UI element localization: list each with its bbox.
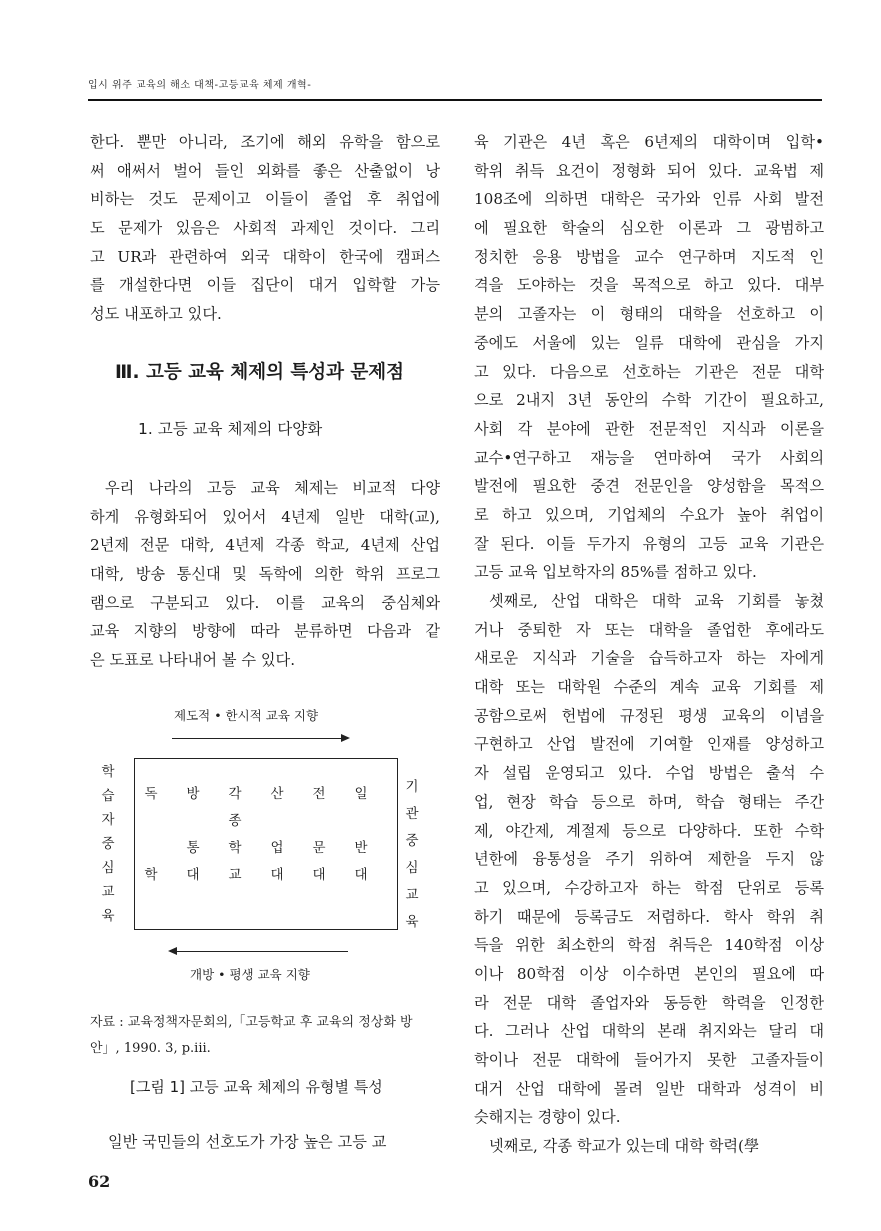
figure-column [183, 781, 203, 889]
text-line: 교육 지향의 방향에 따라 분류하면 다음과 같 [90, 622, 440, 641]
figure-column [309, 781, 329, 889]
figure-cell: 대 [312, 867, 326, 883]
figure-cell [351, 808, 371, 835]
text-line: 육 기관은 4년 혹은 6년제의 대학이며 입학• [474, 133, 824, 151]
text-line: 써 애써서 벌어 들인 외화를 좋은 산출없이 낭 [90, 161, 440, 180]
left-arrow [170, 951, 348, 952]
text-line: 비하는 것도 문제이고 이들이 졸업 후 취업에 [90, 190, 440, 209]
figure-cell [309, 808, 329, 835]
right-column [474, 128, 824, 1161]
text-line: 업, 현장 학습 등으로 하며, 학습 형태는 주간 [474, 792, 824, 811]
text-line: 성도 내포하고 있다. [90, 305, 222, 324]
figure-right-axis [404, 774, 420, 936]
axis-char: 학 [101, 764, 115, 780]
axis-char: 교 [405, 887, 419, 903]
text-line: 고 있다. 다음으로 선호하는 기관은 전문 대학 [474, 362, 824, 381]
text-line: 대거 산업 대학에 몰려 일반 대학과 성격이 비 [474, 1079, 824, 1098]
figure-cell: 반 [354, 840, 368, 856]
text-line: 제, 야간제, 계절제 등으로 다양하다. 또한 수학 [474, 821, 824, 840]
axis-char: 자 [101, 812, 115, 828]
figure-cell [141, 835, 161, 862]
axis-char: 심 [405, 860, 419, 876]
figure-diagram [100, 700, 440, 990]
text-line: 108조에 의하면 대학은 국가와 인류 사회 발전 [474, 190, 824, 209]
text-line: 대학, 방송 통신대 및 독학에 의한 학위 프로그 [90, 565, 440, 584]
axis-char: 육 [405, 914, 419, 930]
text-line: 공함으로써 헌법에 규정된 평생 교육의 이념을 [474, 706, 824, 725]
running-header: 입시 위주 교육의 해소 대책-고등교육 체제 개혁- [88, 80, 312, 91]
text-line: 에 필요한 학술의 심오한 이론과 그 광범하고 [474, 219, 824, 238]
figure-cell: 교 [228, 867, 242, 883]
text-line: 램으로 구분되고 있다. 이를 교육의 중심체와 [90, 593, 440, 612]
text-line: 거나 중퇴한 자 또는 대학을 졸업한 후에라도 [474, 620, 824, 639]
figure-cell: 각 [228, 786, 242, 802]
text-line: 슷해지는 경향이 있다. [474, 1108, 621, 1127]
text-line: 교수•연구하고 재능을 연마하여 국가 사회의 [474, 448, 824, 467]
figure-column [351, 781, 371, 889]
text-line: 셋째로, 산업 대학은 대학 교육 기회를 놓쳤 [489, 592, 824, 610]
left-intro-paragraph [90, 128, 440, 329]
text-line: 년한에 융통성을 주기 위하여 제한을 두지 않 [474, 850, 824, 869]
axis-char: 육 [101, 908, 115, 924]
text-line: 우리 나라의 고등 교육 체제는 비교적 다양 [105, 479, 440, 497]
subsection-heading: 1. 고등 교육 체제의 다양화 [138, 420, 323, 438]
axis-char: 기 [405, 779, 419, 795]
header-rule [88, 99, 822, 101]
figure-top-label: 제도적 • 한시적 교육 지향 [174, 708, 319, 723]
figure-left-axis [100, 760, 116, 928]
section-heading: Ⅲ. 고등 교육 체제의 특성과 문제점 [115, 362, 405, 383]
left-body-paragraph [90, 474, 440, 675]
axis-char: 중 [101, 836, 115, 852]
figure-cell [267, 808, 287, 835]
figure-cell: 종 [228, 813, 242, 829]
text-line: 를 개설한다면 이들 집단이 대거 입학할 가능 [90, 276, 440, 295]
figure-cell [183, 808, 203, 835]
text-line: 득을 위한 최소한의 학점 취득은 140학점 이상 [474, 936, 824, 955]
figure-cell: 문 [312, 840, 326, 856]
figure-cell: 학 [144, 867, 158, 883]
text-line: 으로 2내지 3년 동안의 수학 기간이 필요하고, [474, 391, 824, 410]
figure-cell: 방 [186, 786, 200, 802]
axis-char: 관 [405, 806, 419, 822]
figure-column [267, 781, 287, 889]
text-line: 은 도표로 나타내어 볼 수 있다. [90, 651, 296, 670]
figure-cell: 업 [270, 840, 284, 856]
axis-char: 중 [405, 833, 419, 849]
figure-cell: 대 [270, 867, 284, 883]
text-line: 대학 또는 대학원 수준의 계속 교육 기회를 제 [474, 678, 824, 697]
figure-cell: 산 [270, 786, 284, 802]
text-line: 이나 80학점 이상 이수하면 본인의 필요에 따 [474, 964, 824, 983]
figure-caption: [그림 1] 고등 교육 체제의 유형별 특성 [130, 1078, 383, 1096]
figure-cell: 통 [186, 840, 200, 856]
text-line: 사회 각 분야에 관한 전문적인 지식과 이론을 [474, 419, 824, 438]
figure-box [134, 758, 398, 930]
figure-column [225, 781, 245, 889]
right-arrow [172, 738, 348, 739]
text-line: 정치한 응용 방법을 교수 연구하며 지도적 인 [474, 247, 824, 266]
text-line: 로 하고 있으며, 기업체의 수요가 높아 취업이 [474, 505, 824, 524]
text-line: 2년제 전문 대학, 4년제 각종 학교, 4년제 산업 [90, 536, 440, 555]
text-line: 학이나 전문 대학에 들어가지 못한 고졸자들이 [474, 1051, 824, 1069]
axis-char: 습 [101, 788, 115, 804]
text-line: 고 있으며, 수강하고자 하는 학점 단위로 등록 [474, 878, 824, 897]
text-line: 분의 고졸자는 이 형태의 대학을 선호하고 이 [474, 305, 824, 324]
text-line: 하게 유형화되어 있어서 4년제 일반 대학(교), [90, 507, 440, 526]
text-line: 구현하고 산업 발전에 기여할 인재를 양성하고 [474, 735, 824, 754]
text-line: 다. 그러나 산업 대학의 본래 취지와는 달리 대 [474, 1022, 824, 1041]
figure-cell: 전 [312, 786, 326, 802]
text-line: 넷째로, 각종 학교가 있는데 대학 학력(學 [489, 1137, 760, 1156]
axis-char: 교 [101, 884, 115, 900]
figure-bottom-label: 개방 • 평생 교육 지향 [190, 967, 310, 982]
text-line: 새로운 지식과 기술을 습득하고자 하는 자에게 [474, 649, 824, 668]
figure-cell: 학 [228, 840, 242, 856]
axis-char: 심 [101, 860, 115, 876]
text-line: 하기 때문에 등록금도 저렴하다. 학사 학위 취 [474, 907, 824, 926]
figure-cell: 대 [354, 867, 368, 883]
text-line: 한다. 뿐만 아니라, 조기에 해외 유학을 함으로 [90, 133, 440, 151]
text-line: 고등 교육 입보학자의 85%를 점하고 있다. [474, 563, 757, 582]
text-line: 도 문제가 있음은 사회적 과제인 것이다. 그리 [90, 219, 440, 238]
text-line: 고 UR과 관련하여 외국 대학이 한국에 캠퍼스 [90, 247, 440, 266]
page-number: 62 [88, 1172, 111, 1191]
text-line: 자 설립 운영되고 있다. 수업 방법은 출석 수 [474, 764, 824, 783]
text-line: 학위 취득 요건이 정형화 되어 있다. 교육법 제 [474, 161, 824, 180]
text-line: 라 전문 대학 졸업자와 동등한 학력을 인정한 [474, 993, 824, 1012]
left-last-line: 일반 국민들의 선호도가 가장 높은 고등 교 [108, 1133, 387, 1151]
text-line: 격을 도야하는 것을 목적으로 하고 있다. 대부 [474, 276, 824, 295]
figure-column [141, 781, 161, 889]
figure-source: 자료 : 교육정책자문회의,「고등학교 후 교육의 정상화 방안」, 1990. 3, p.iii. [90, 1015, 413, 1056]
text-line: 잘 된다. 이들 두가지 유형의 고등 교육 기관은 [474, 534, 824, 553]
figure-cell [141, 808, 161, 835]
text-line: 발전에 필요한 중견 전문인을 양성함을 목적으 [474, 477, 824, 496]
text-line: 중에도 서울에 있는 일류 대학에 관심을 가지 [474, 333, 824, 352]
figure-cell: 대 [186, 867, 200, 883]
figure-cell: 독 [144, 786, 158, 802]
figure-cell: 일 [354, 786, 368, 802]
